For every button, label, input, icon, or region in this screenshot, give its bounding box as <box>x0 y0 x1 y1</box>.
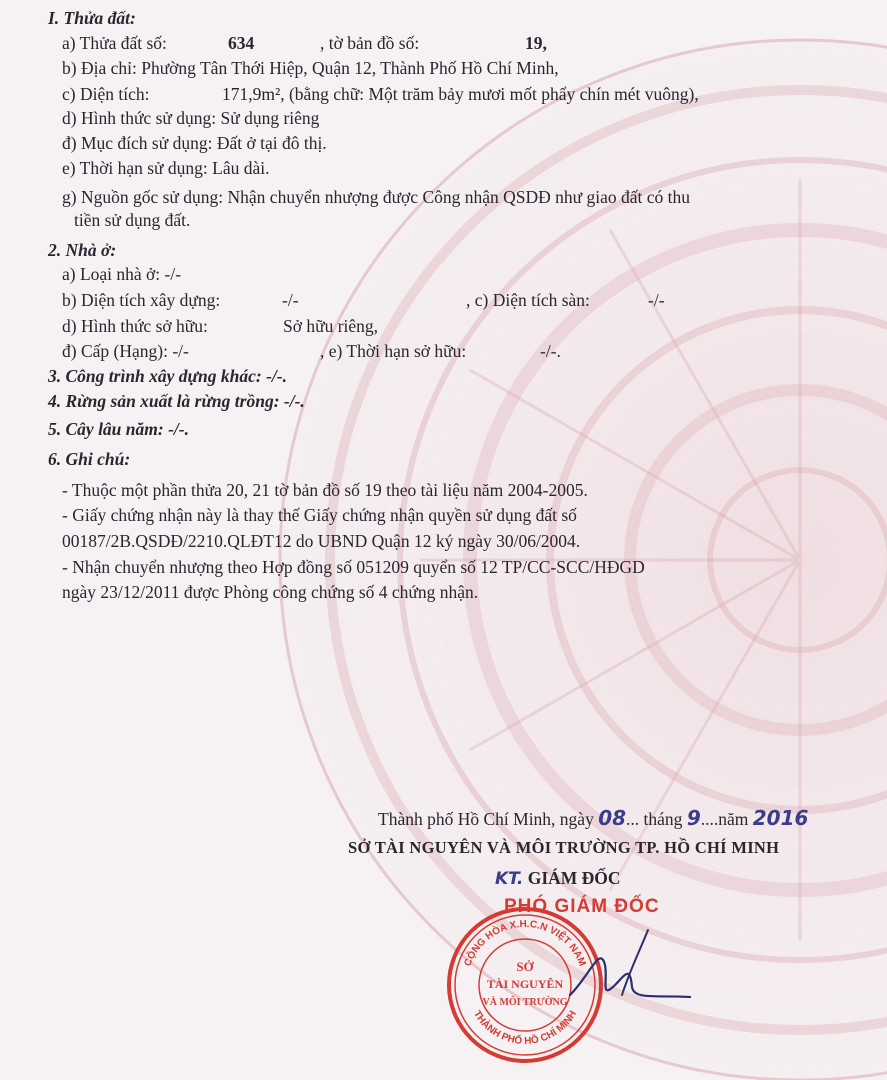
seal-ring-text: CỘNG HÒA X.H.C.N VIỆT NAM <box>462 918 588 968</box>
director-line <box>495 868 621 889</box>
usage-term-line: e) Thời hạn sử dụng: Lâu dài. <box>62 158 270 178</box>
section-2-title: 2. Nhà ở: <box>48 240 117 260</box>
seal-center-3: VÀ MÔI TRƯỜNG <box>482 997 568 1008</box>
house-type-line: a) Loại nhà ở: -/- <box>62 264 182 284</box>
ownership-form-label: d) Hình thức sở hữu: <box>62 316 208 336</box>
note-line: ngày 23/12/2011 được Phòng công chứng số 4 chứng nhận. <box>62 582 479 602</box>
usage-origin-line: g) Nguồn gốc sử dụng: Nhận chuyển nhượng được Công nhận QSDĐ như giao đất có thu <box>62 187 691 207</box>
note-line: - Thuộc một phần thửa 20, 21 tờ bản đồ số 19 theo tài liệu năm 2004-2005. <box>62 480 588 500</box>
area-label: c) Diện tích: <box>62 84 150 104</box>
issue-month: 9 <box>686 806 701 830</box>
floor-area-value: -/- <box>648 290 665 310</box>
director-title: GIÁM ĐỐC <box>527 868 621 888</box>
ownership-term-value: -/-. <box>540 341 561 361</box>
usage-form-line: d) Hình thức sử dụng: Sử dụng riêng <box>62 108 320 128</box>
section-3-line: 3. Công trình xây dựng khác: -/-. <box>48 366 287 386</box>
kt-handwritten: KT. <box>495 869 524 889</box>
handwritten-signature <box>560 925 700 1015</box>
issue-year-label: năm <box>718 809 749 829</box>
ownership-term-label: , e) Thời hạn sở hữu: <box>320 341 467 361</box>
note-line: - Giấy chứng nhận này là thay thế Giấy chứng nhận quyền sử dụng đất số <box>62 505 577 525</box>
note-line: - Nhận chuyển nhượng theo Hợp đồng số 051209 quyển số 12 TP/CC-SCC/HĐGD <box>62 557 645 577</box>
section-4-line: 4. Rừng sản xuất là rừng trồng: -/-. <box>48 391 305 411</box>
build-area-label: b) Diện tích xây dựng: <box>62 290 221 310</box>
issue-day: 08 <box>598 806 627 830</box>
seal-bottom-text: THÀNH PHỐ HỒ CHÍ MINH <box>471 1008 579 1048</box>
address-line: b) Địa chỉ: Phường Tân Thới Hiệp, Quận 12, Thành Phố Hồ Chí Minh, <box>62 58 559 78</box>
grade-line: đ) Cấp (Hạng): -/- <box>62 341 189 361</box>
seal-center-1: SỞ <box>516 959 534 974</box>
map-sheet-label: , tờ bản đồ số: <box>320 33 420 53</box>
parcel-number: 634 <box>228 33 255 53</box>
build-area-value: -/- <box>282 290 299 310</box>
area-value: 171,9m², (bằng chữ: Một trăm bảy mươi mốt phẩy chín mét vuông), <box>222 84 699 104</box>
note-line: 00187/2B.QSDĐ/2210.QLĐT12 do UBND Quận 12 ký ngày 30/06/2004. <box>62 531 581 551</box>
deputy-director-stamp: PHÓ GIÁM ĐỐC <box>504 896 660 917</box>
map-sheet-number: 19, <box>525 33 547 53</box>
usage-purpose-line: đ) Mục đích sử dụng: Đất ở tại đô thị. <box>62 133 327 153</box>
issue-date-line: Thành phố Hồ Chí Minh, ngày 08... tháng 9....năm 2016 <box>378 806 809 830</box>
issue-date-prefix: Thành phố Hồ Chí Minh, ngày <box>378 809 594 829</box>
usage-origin-line-2: tiền sử dụng đất. <box>74 210 191 230</box>
parcel-label: a) Thửa đất số: <box>62 33 167 53</box>
section-5-line: 5. Cây lâu năm: -/-. <box>48 419 189 439</box>
section-6-title: 6. Ghi chú: <box>48 449 131 469</box>
seal-center-2: TÀI NGUYÊN <box>486 977 564 991</box>
ownership-form-value: Sở hữu riêng, <box>283 316 379 336</box>
issue-month-label: tháng <box>643 809 683 829</box>
issuing-agency: SỞ TÀI NGUYÊN VÀ MÔI TRƯỜNG TP. HỒ CHÍ MINH <box>348 838 780 857</box>
section-1-title: I. Thửa đất: <box>48 8 136 28</box>
issue-year: 2016 <box>752 806 809 830</box>
floor-area-label: , c) Diện tích sàn: <box>466 290 590 310</box>
